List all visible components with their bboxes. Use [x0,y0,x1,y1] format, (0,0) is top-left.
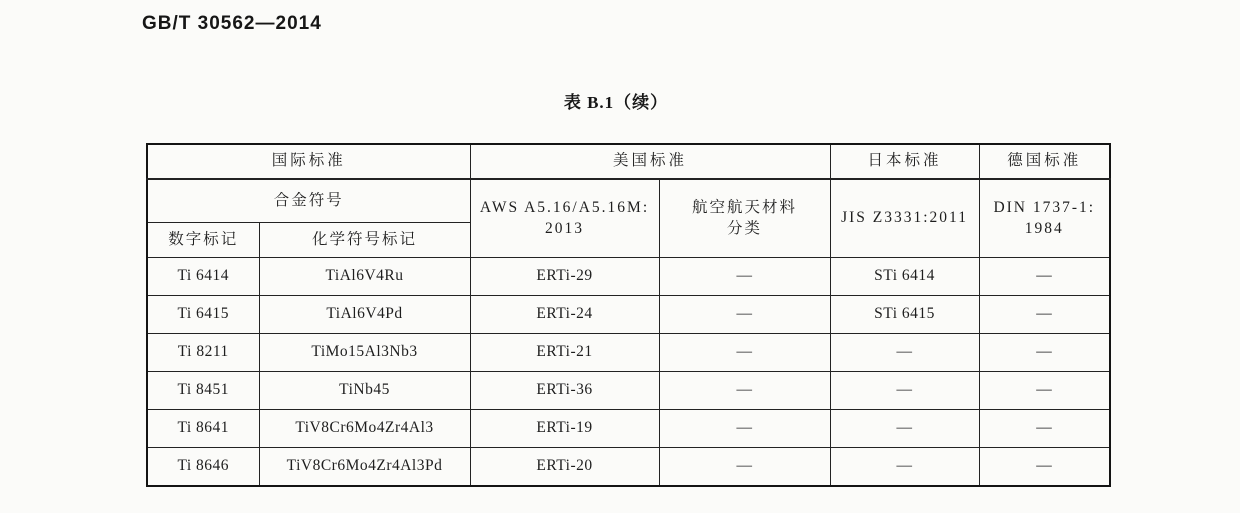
header-din-spec-line1: DIN 1737-1: [993,199,1096,217]
cell-chemical-mark: TiNb45 [259,372,470,410]
cell-jis: — [830,448,979,487]
cell-numeric-mark: Ti 8646 [147,448,259,487]
cell-din: — [979,296,1110,334]
cell-aerospace: — [659,334,830,372]
header-german-standard: 德国标准 [979,144,1110,179]
cell-jis: — [830,334,979,372]
cell-jis: STi 6415 [830,296,979,334]
header-aerospace-line1: 航空航天材料 [692,199,798,217]
header-aws-spec-line1: AWS A5.16/A5.16M: [479,199,650,217]
cell-chemical-mark: TiAl6V4Pd [259,296,470,334]
header-aerospace-line2: 分类 [727,219,763,237]
cell-aws: ERTi-36 [470,372,659,410]
document-code: GB/T 30562—2014 [142,13,322,34]
table-row [147,258,1110,296]
cell-aerospace: — [659,296,830,334]
header-numeric-mark: 数字标记 [147,223,259,258]
header-row-standards [147,144,1110,179]
cell-aws: ERTi-21 [470,334,659,372]
cell-numeric-mark: Ti 8451 [147,372,259,410]
header-american-standard: 美国标准 [470,144,830,179]
cell-aerospace: — [659,372,830,410]
table-row [147,410,1110,448]
header-alloy-symbol: 合金符号 [147,179,470,223]
cell-numeric-mark: Ti 8211 [147,334,259,372]
header-chemical-mark: 化学符号标记 [259,223,470,258]
header-aws-spec-line2: 2013 [545,219,585,237]
cell-aws: ERTi-29 [470,258,659,296]
header-aws-spec [470,179,659,258]
cell-chemical-mark: TiAl6V4Ru [259,258,470,296]
cell-aws: ERTi-24 [470,296,659,334]
cell-jis: STi 6414 [830,258,979,296]
cell-aws: ERTi-20 [470,448,659,487]
cell-din: — [979,258,1110,296]
cell-numeric-mark: Ti 6414 [147,258,259,296]
header-din-spec [979,179,1110,258]
cell-aws: ERTi-19 [470,410,659,448]
cell-aerospace: — [659,448,830,487]
header-japanese-standard: 日本标准 [830,144,979,179]
cell-jis: — [830,372,979,410]
cell-din: — [979,372,1110,410]
standards-comparison-table [146,143,1111,487]
cell-numeric-mark: Ti 8641 [147,410,259,448]
cell-din: — [979,334,1110,372]
table-title: 表 B.1（续） [563,93,669,112]
cell-din: — [979,410,1110,448]
cell-chemical-mark: TiV8Cr6Mo4Zr4Al3Pd [259,448,470,487]
table-row [147,448,1110,487]
header-jis-spec: JIS Z3331:2011 [830,179,979,258]
cell-aerospace: — [659,258,830,296]
table-row [147,372,1110,410]
cell-chemical-mark: TiV8Cr6Mo4Zr4Al3 [259,410,470,448]
header-international-standard: 国际标准 [147,144,470,179]
cell-aerospace: — [659,410,830,448]
cell-chemical-mark: TiMo15Al3Nb3 [259,334,470,372]
header-aerospace-classification [659,179,830,258]
cell-din: — [979,448,1110,487]
cell-jis: — [830,410,979,448]
header-row-alloy-symbol [147,179,1110,223]
table-row [147,334,1110,372]
header-din-spec-line2: 1984 [1024,219,1064,237]
cell-numeric-mark: Ti 6415 [147,296,259,334]
table-row [147,296,1110,334]
